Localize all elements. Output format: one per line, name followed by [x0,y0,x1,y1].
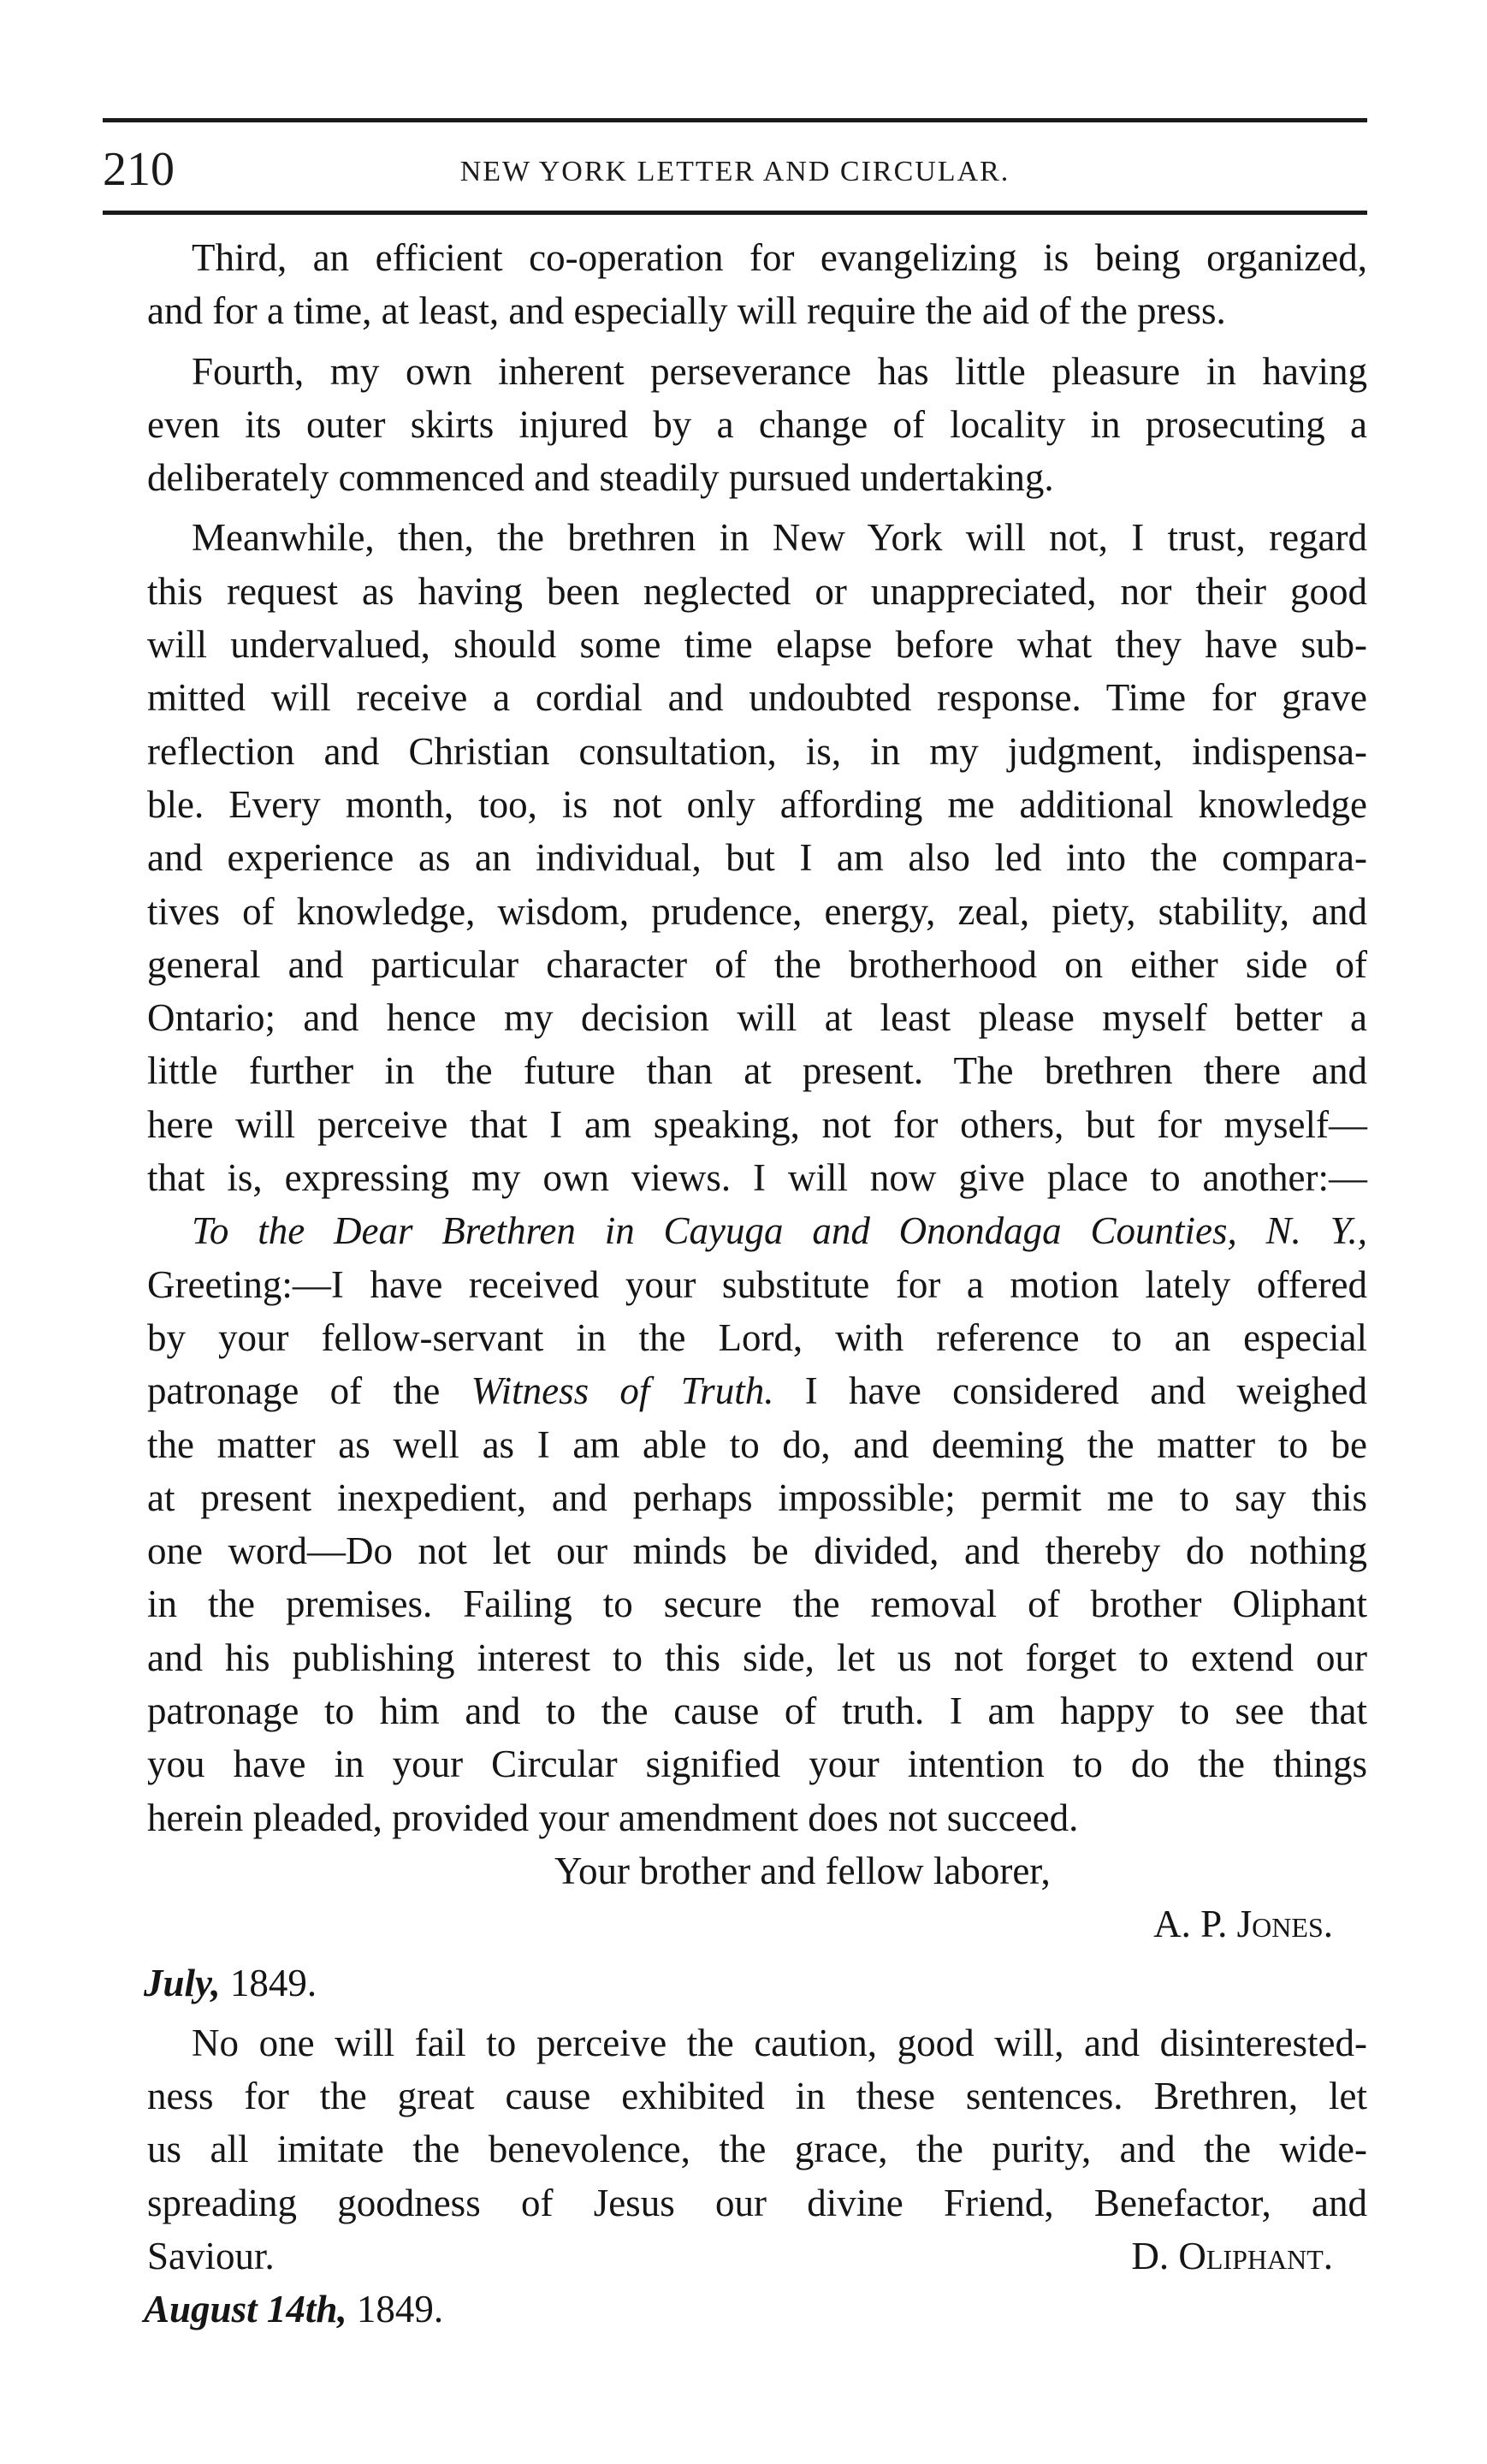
text-line: and for a time, at least, and especially will require the aid of the press. [147,289,1226,333]
letter-closing: Your brother and fellow laborer, [554,1849,1051,1892]
text-line: deliberately commenced and steadily pursued undertaking. [147,456,1054,500]
text-line: this request as having been neglected or unappreciated, nor their good [147,569,1367,613]
letter-signature: A. P. Jones. [1153,1903,1333,1946]
text-fragment: patronage of the [147,1369,471,1413]
text-line: Meanwhile, then, the brethren in New York will not, I trust, regard [192,516,1367,560]
letter-date [103,1956,1367,2010]
text-line: Ontario; and hence my decision will at least please myself better a [147,996,1367,1040]
paragraph-third [103,231,1367,338]
text-line [103,1364,1367,1417]
text-line: tives of knowledge, wisdom, prudence, energy, zeal, piety, stability, and [147,889,1367,933]
page-body [103,231,1367,2336]
final-date [103,2283,1367,2336]
text-line: one word—Do not let our minds be divided, and thereby do nothing [147,1529,1367,1573]
text-line: the matter as well as I am able to do, and deeming the matter to be [147,1422,1367,1466]
text-line: little further in the future than at present. The brethren there and [147,1049,1367,1093]
text-line: ness for the great cause exhibited in these sentences. Brethren, let [147,2075,1367,2118]
editor-signature: D. Oliphant. [1131,2234,1333,2277]
text-line: that is, expressing my own views. I will now give place to another:— [147,1156,1367,1200]
text-line: and experience as an individual, but I am also led into the compara- [147,836,1367,880]
page-header [103,137,1367,199]
text-line: Fourth, my own inherent perseverance has little pleasure in having [192,349,1367,393]
text-line: ble. Every month, too, is not only affording me additional knowledge [147,782,1367,826]
running-head: NEW YORK LETTER AND CIRCULAR. [459,156,1010,187]
text-line: spreading goodness of Jesus our divine Friend, Benefactor, and [147,2181,1367,2224]
header-rule-bottom [103,211,1367,215]
text-fragment: Saviour. [147,2234,275,2277]
text-line: you have in your Circular signified your intention to do the things [147,1743,1367,1786]
letter-salutation: To the Dear Brethren in Cayuga and Onondaga Counties, N. Y., [192,1209,1367,1253]
text-line: at present inexpedient, and perhaps impossible; permit me to say this [147,1475,1367,1519]
paragraph-fourth [103,345,1367,505]
text-fragment: I have considered and weighed [773,1369,1367,1413]
header-rule-top [103,118,1367,122]
text-line: reflection and Christian consultation, is, in my judgment, indispensa- [147,729,1367,773]
date-year: 1849. [347,2288,444,2331]
text-line: will undervalued, should some time elapse before what they have sub- [147,623,1367,667]
text-line: mitted will receive a cordial and undoubted response. Time for grave [147,676,1367,720]
paragraph-final [103,2016,1367,2283]
text-line: here will perceive that I am speaking, not for others, but for myself— [147,1102,1367,1146]
text-line: patronage to him and to the cause of truth. I am happy to see that [147,1689,1367,1733]
date-month: July, [144,1961,221,2004]
text-line: Greeting:—I have received your substitute for a motion lately offered [147,1262,1367,1306]
text-line: and his publishing interest to this side, let us not forget to extend our [147,1636,1367,1679]
text-line: even its outer skirts injured by a change of locality in prosecuting a [147,402,1367,446]
date-month: August 14th, [144,2288,347,2331]
text-line: us all imitate the benevolence, the grace, the purity, and the wide- [147,2128,1367,2171]
page-number: 210 [103,143,175,196]
text-line: by your fellow-servant in the Lord, with reference to an especial [147,1315,1367,1359]
text-line: Third, an efficient co-operation for evangelizing is being organized, [192,236,1367,279]
text-line [103,2229,1367,2283]
text-line: No one will fail to perceive the caution, good will, and disinterested- [192,2021,1367,2064]
text-line: herein pleaded, provided your amendment does not succeed. [147,1796,1079,1839]
publication-title: Witness of Truth. [471,1369,774,1413]
paragraph-meanwhile [103,511,1367,1204]
text-line: in the premises. Failing to secure the removal of brother Oliphant [147,1582,1367,1626]
paragraph-letter [103,1204,1367,1844]
text-line: general and particular character of the brotherhood on either side of [147,942,1367,986]
date-year: 1849. [220,1961,317,2004]
